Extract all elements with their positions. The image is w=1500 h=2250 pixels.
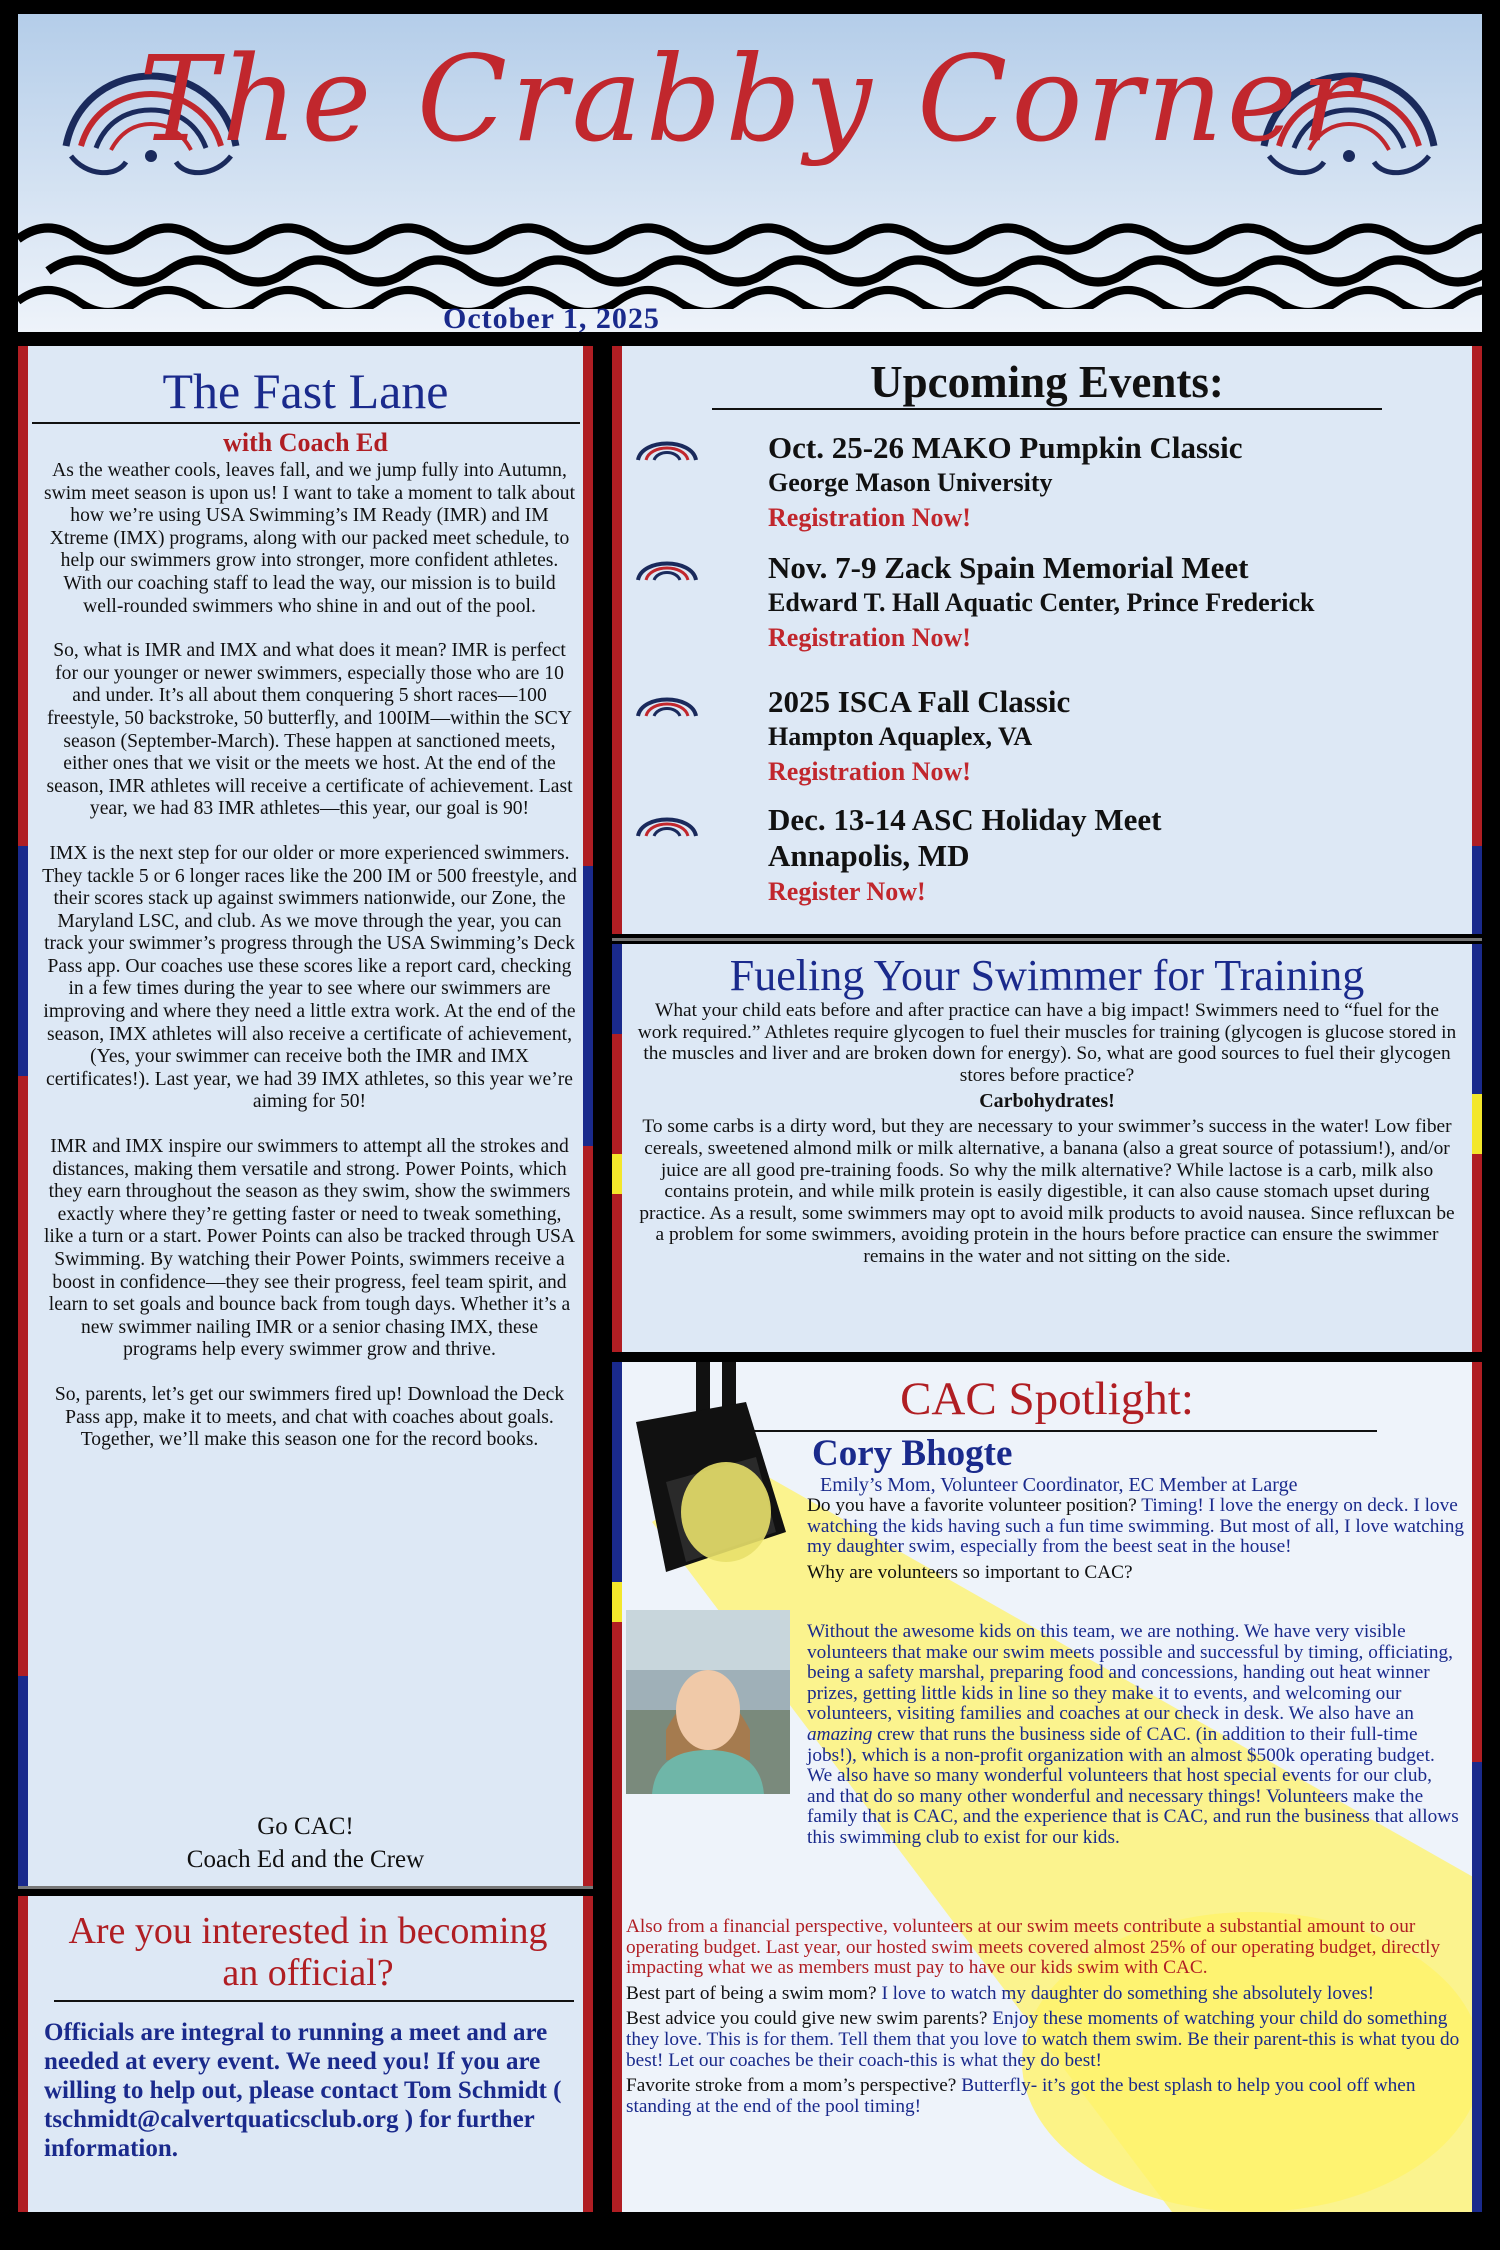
event-title: Oct. 25-26 MAKO Pumpkin Classic [768, 430, 1243, 465]
question: Why are volunteers so important to CAC? [807, 1561, 1133, 1583]
decor-stripe [583, 1896, 593, 2212]
event-location: Edward T. Hall Aquatic Center, Prince Frederick [768, 588, 1315, 617]
crab-icon [634, 550, 700, 586]
answer: Without the awesome kids on this team, we are nothing. We have very visible volunteers that make our swim meets possible and successful by timing, officiating, being a safety marshal, preparing food and concessions, handing out heat winner prizes, getting little kids in line so they make it to events, and welcoming our volunteers, visiting families and coaches at our check in desk. We also have an [807, 1621, 1453, 1725]
answer-financial: Also from a financial perspective, volunteers at our swim meets contribute a substantial amount to our operating budget. Last year, our hosted swim meets covered almost 25% of our operating budget, directly impacting what we as members must pay to have our kids swim with CAC. [626, 1916, 1441, 1979]
fast-lane-section [18, 346, 593, 1886]
decor-stripe [612, 1622, 622, 2212]
fueling-subhead: Carbohydrates! [979, 1090, 1115, 1113]
profile-photo [626, 1610, 790, 1794]
decor-stripe [612, 1034, 622, 1154]
divider [18, 1886, 593, 1889]
spotlight-name: Cory Bhogte [812, 1433, 1013, 1474]
decor-stripe [583, 866, 593, 1146]
event-title: Nov. 7-9 Zack Spain Memorial Meet [768, 550, 1249, 585]
masthead [18, 14, 1482, 332]
decor-stripe [1472, 1762, 1482, 2212]
decor-stripe [18, 846, 28, 1076]
answer: Butterfly- it’s got the best splash to help you cool off when standing at the end of the pool timing! [626, 2075, 1416, 2117]
decor-stripe [1472, 1154, 1482, 1352]
signoff-line: Coach Ed and the Crew [186, 1846, 425, 1873]
spotlight-qa-1 [807, 1496, 1467, 1588]
answer: Enjoy these moments of watching your child do something they love. This is for them. Tell them that you love to watch them swim. Be their parent-this is what tyou do best! Let our coaches be their coach-this is what they do best! [626, 2008, 1460, 2071]
event-location: George Mason University [768, 468, 1053, 497]
decor-stripe [583, 346, 593, 866]
question: Do you have a favorite volunteer position? [807, 1495, 1142, 1516]
fast-lane-body [42, 460, 577, 1474]
decor-stripe [612, 346, 622, 934]
decor-stripe [1472, 346, 1482, 846]
decor-stripe [1472, 1094, 1482, 1154]
decor-stripe [18, 1896, 28, 2212]
upcoming-events-section [612, 346, 1482, 934]
officials-title: Are you interested in becoming an official? [68, 1910, 548, 1994]
fast-lane-title: The Fast Lane [162, 363, 449, 419]
paragraph: So, parents, let’s get our swimmers fired up! Download the Deck Pass app, make it to meets, and chat with coaches about goals. Together, we’ll make this season one for the record books. [54, 1383, 565, 1451]
decor-stripe [18, 1076, 28, 1676]
waves-graphic [18, 209, 1482, 309]
fueling-title: Fueling Your Swimmer for Training [729, 951, 1365, 1000]
question: Best part of being a swim mom? [626, 1982, 882, 2004]
newsletter-title: The Crabby Corner [138, 30, 1362, 168]
events-title: Upcoming Events: [870, 357, 1224, 407]
registration-link[interactable]: Registration Now! [768, 503, 971, 532]
paragraph: To some carbs is a dirty word, but they are necessary to your swimmer’s success in the water! Low fiber cereals, sweetened almond milk or milk alternative, a banana (also a great source of potassium!), and/or juice are all good pre-training foods. So why the milk alternative? While lactose is a carb, milk also contains protein, and while milk protein is easily digestible, it can also cause stomach upset during practice. As a result, some swimmers may opt to avoid milk products to avoid nausea. Since refluxcan be a problem for some swimmers, avoiding protein in the hours before practice can ensure the swimmer remains in the water and not sitting on the side. [639, 1116, 1455, 1267]
crab-icon [634, 806, 700, 842]
signoff-line: Go CAC! [257, 1813, 354, 1840]
signoff [18, 1810, 593, 1876]
event-title: 2025 ISCA Fall Classic [768, 684, 1071, 719]
title-underline [32, 422, 580, 424]
spotlight-qa-3 [626, 1917, 1466, 2122]
answer: Timing! I love the energy on deck. I love watching the kids having such a fun time swimming. But most of all, I love watching my daughter swim, especially from the beest seat in the house! [807, 1495, 1465, 1558]
registration-link[interactable]: Registration Now! [768, 757, 971, 786]
title-underline [712, 408, 1382, 410]
decor-stripe [612, 1582, 622, 1622]
answer: I love to watch my daughter do something she absolutely loves! [881, 1982, 1375, 2004]
officials-body: Officials are integral to running a meet and are needed at every event. We need you! If you are willing to help out, please contact Tom Schmidt ( tschmidt@calvertquaticsclub.org ) for further information. [44, 2019, 562, 2162]
decor-stripe [612, 1194, 622, 1352]
answer-emphasis: amazing [807, 1723, 873, 1745]
decor-stripe [583, 1146, 593, 1886]
event-item [768, 684, 1070, 790]
spotlight-role: Emily’s Mom, Volunteer Coordinator, EC Member at Large [820, 1474, 1298, 1496]
paragraph: What your child eats before and after practice can have a big impact! Swimmers need to “fuel for the work required.” Athletes require glycogen to fuel their muscles for training (glycogen is glucose stored in the muscles and liver and are broken down for energy). So, what are good sources to fuel their glycogen stores before practice? [637, 1000, 1457, 1086]
fueling-body [634, 1000, 1460, 1268]
spotlight-title: CAC Spotlight: [900, 1373, 1194, 1425]
event-item [768, 802, 1161, 910]
event-item [768, 430, 1242, 536]
fueling-section [612, 944, 1482, 1352]
divider [612, 938, 1482, 941]
spotlight-qa-2 [807, 1622, 1462, 1854]
paragraph: IMX is the next step for our older or more experienced swimmers. They tackle 5 or 6 longer races like the 200 IM or 500 freestyle, and their scores stack up against swimmers nationwide, our Zone, the Maryland LSC, and club. As we move through the year, you can track your swimmer’s progress through the USA Swimming’s Deck Pass app. Our coaches use these scores like a report card, checking in a few times during the year to see where our swimmers are improving and where they need a little extra work. At the end of the season, IMX athletes will also receive a certificate of achievement, (Yes, your swimmer can receive both the IMR and IMX certificates!). Last year, we had 39 IMX athletes, so this year we’re aiming for 50! [42, 842, 577, 1113]
decor-stripe [18, 346, 28, 846]
event-location: Annapolis, MD [768, 838, 970, 873]
crab-icon [634, 430, 700, 466]
event-item [768, 550, 1314, 656]
event-location: Hampton Aquaplex, VA [768, 722, 1033, 751]
issue-date: October 1, 2025 [443, 302, 660, 332]
question: Favorite stroke from a mom’s perspective? [626, 2075, 962, 2097]
paragraph: So, what is IMR and IMX and what does it mean? IMR is perfect for our younger or newer swimmers, especially those who are 10 and under. It’s all about them conquering 5 short races—100 freestyle, 50 backstroke, 50 butterfly, and 100IM—within the SCY season (September-March). These happen at sanctioned meets, either ones that we visit or the meets we host. At the end of the season, IMR athletes will receive a certificate of achievement. Last year, we had 83 IMR athletes—this year, our goal is 90! [46, 640, 573, 820]
paragraph: IMR and IMX inspire our swimmers to attempt all the strokes and distances, making them versatile and strong. Power Points, which they earn throughout the season as they swim, show the swimmers exactly where they’re getting faster or need to tweak something, like a turn or a start. Power Points can also be tracked through USA Swimming. By watching their Power Points, swimmers receive a boost in confidence—they see their progress, feel team spirit, and learn to set goals and bounce back from tough days. Whether it’s a new swimmer nailing IMR or a senior chasing IMX, these programs help every swimmer grow and thrive. [43, 1136, 576, 1361]
question: Best advice you could give new swim parents? [626, 2008, 993, 2030]
registration-link[interactable]: Register Now! [768, 877, 926, 906]
decor-stripe [612, 1154, 622, 1194]
title-underline [54, 2000, 574, 2002]
crab-icon [634, 686, 700, 722]
decor-stripe [1472, 846, 1482, 934]
fast-lane-subtitle: with Coach Ed [223, 428, 388, 457]
officials-section [18, 1896, 593, 2212]
answer: crew that runs the business side of CAC. (in addition to their full-time jobs!), which is a non-profit organization with an almost $500k operating budget. We also have so many wonderful volunteers that host special events for our club, and that do so many other wonderful and necessary things! Volunteers make the family that is CAC, and the experience that is CAC, and run the business that allows this swimming club to exist for our kids. [807, 1723, 1459, 1848]
event-title: Dec. 13-14 ASC Holiday Meet [768, 802, 1162, 837]
paragraph: As the weather cools, leaves fall, and we jump fully into Autumn, swim meet season is upon us! I want to take a moment to talk about how we’re using USA Swimming’s IM Ready (IMR) and IM Xtreme (IMX) programs, along with our packed meet schedule, to help our swimmers grow into stronger, more confident athletes. With our coaching staff to lead the way, our mission is to build well-rounded swimmers who shine in and out of the pool. [43, 460, 576, 617]
registration-link[interactable]: Registration Now! [768, 623, 971, 652]
spotlight-section [612, 1362, 1482, 2212]
